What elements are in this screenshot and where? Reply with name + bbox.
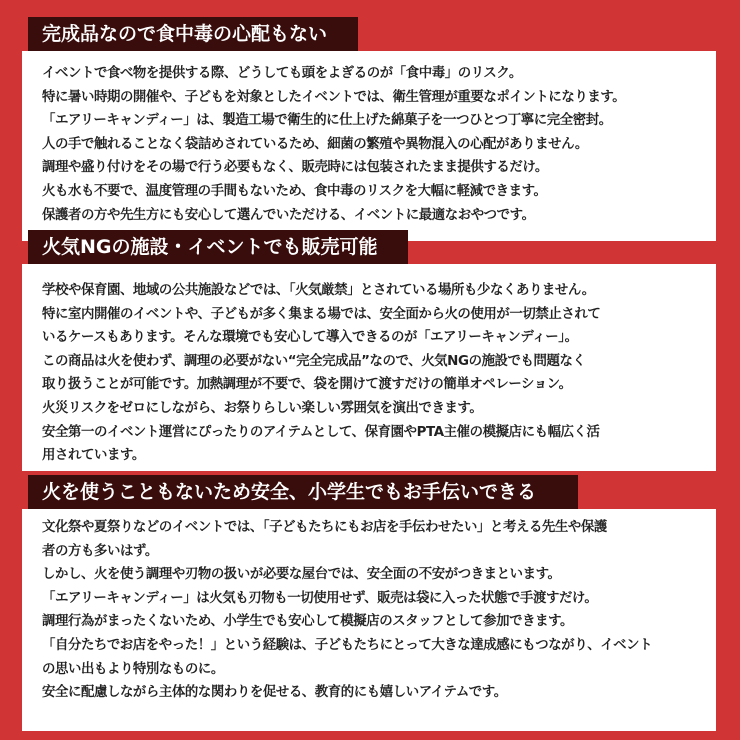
section-2-line: 学校や保育園、地域の公共施設などでは、「火気厳禁」とされている場所も少なくありません。 — [42, 283, 595, 298]
section-2-line: 安全第一のイベント運営にぴったりのアイテムとして、保育園やPTA主催の模擬店にも幅広く活 — [42, 424, 600, 440]
section-1-panel — [22, 51, 716, 241]
section-2-heading: 火気NGの施設・イベントでも販売可能 — [28, 230, 408, 264]
section-2-line: いるケースもあります。そんな環境でも安心して導入できるのが「エアリーキャンディー」。 — [42, 330, 578, 346]
section-2-line: この商品は火を使わず、調理の必要がない“完全完成品”なので、火気NGの施設でも問題なく — [42, 353, 586, 369]
section-1-line: 「エアリーキャンディー」は、製造工場で衛生的に仕上げた綿菓子を一つひとつ丁寧に完全密封。 — [42, 113, 612, 129]
section-2-panel — [22, 264, 716, 471]
section-3-heading: 火を使うこともないため安全、小学生でもお手伝いできる — [28, 475, 578, 509]
section-1-line: 保護者の方や先生方にも安心して選んでいただける、イベントに最適なおやつです。 — [42, 207, 535, 223]
section-2-line: 取り扱うことが可能です。加熱調理が不要で、袋を開けて渡すだけの簡単オペレーション。 — [42, 377, 572, 393]
section-1-heading: 完成品なので食中毒の心配もない — [28, 17, 358, 51]
section-3-line: 文化祭や夏祭りなどのイベントでは、「子どもたちにもお店を手伝わせたい」と考える先生や保護 — [42, 520, 607, 535]
section-2-line: 用されています。 — [42, 448, 145, 464]
section-3-panel — [22, 509, 716, 731]
section-1-line: 人の手で触れることなく袋詰めされているため、細菌の繁殖や異物混入の心配がありません。 — [42, 136, 588, 152]
section-3-line: 調理行為がまったくないため、小学生でも安心して模擬店のスタッフとして参加できます。 — [42, 614, 574, 630]
section-2-line: 火災リスクをゼロにしながら、お祭りらしい楽しい雰囲気を演出できます。 — [42, 400, 483, 416]
section-2-line: 特に室内開催のイベントや、子どもが多く集まる場では、安全面から火の使用が一切禁止されて — [42, 306, 601, 322]
section-3-line: 「エアリーキャンディー」は火気も刃物も一切使用せず、販売は袋に入った状態で手渡すだけ。 — [42, 590, 598, 606]
section-1-line: 調理や盛り付けをその場で行う必要もなく、販売時には包装されたまま提供するだけ。 — [42, 160, 548, 176]
section-1-line: 特に暑い時期の開催や、子どもを対象としたイベントでは、衛生管理が重要なポイントになります。 — [42, 89, 626, 105]
section-1-line: イベントで食べ物を提供する際、どうしても頭をよぎるのが「食中毒」のリスク。 — [42, 66, 522, 81]
section-3-line: しかし、火を使う調理や刃物の扱いが必要な屋台では、安全面の不安がつきまといます。 — [42, 567, 561, 583]
section-3-line: 者の方も多いはず。 — [42, 543, 158, 559]
section-3-line: 「自分たちでお店をやった！」という経験は、子どもたちにとって大きな達成感にもつながり、イベント — [42, 637, 653, 653]
section-3-line: 安全に配慮しながら主体的な関わりを促せる、教育的にも嬉しいアイテムです。 — [42, 685, 507, 701]
section-1-line: 火も水も不要で、温度管理の手間もないため、食中毒のリスクを大幅に軽減できます。 — [42, 183, 547, 199]
section-3-line: の思い出もより特別なものに。 — [42, 661, 224, 677]
